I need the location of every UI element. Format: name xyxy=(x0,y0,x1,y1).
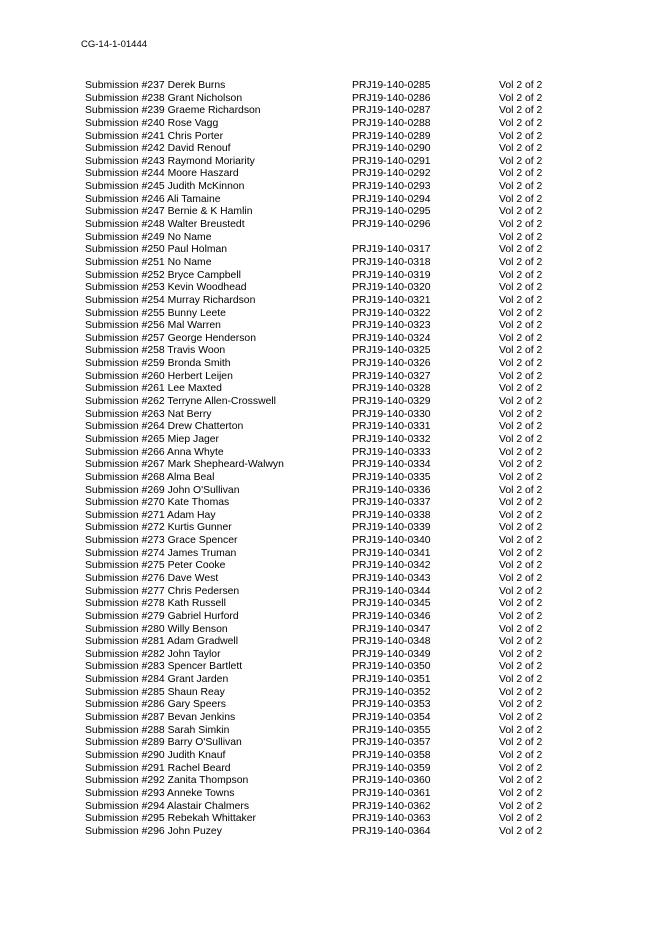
project-reference: PRJ19-140-0333 xyxy=(352,446,431,458)
project-reference: PRJ19-140-0317 xyxy=(352,244,431,256)
submission-name: Submission #265 Miep Jager xyxy=(85,433,219,445)
volume-label: Vol 2 of 2 xyxy=(499,509,543,521)
volume-label: Vol 2 of 2 xyxy=(499,471,543,483)
volume-label: Vol 2 of 2 xyxy=(499,231,543,243)
project-reference: PRJ19-140-0332 xyxy=(352,433,431,445)
volume-label: Vol 2 of 2 xyxy=(499,610,543,622)
volume-label: Vol 2 of 2 xyxy=(499,294,543,306)
submission-name: Submission #290 Judith Knauf xyxy=(85,749,226,761)
volume-label: Vol 2 of 2 xyxy=(499,699,543,711)
submission-name: Submission #269 John O'Sullivan xyxy=(85,484,240,496)
project-reference: PRJ19-140-0336 xyxy=(352,484,431,496)
volume-label: Vol 2 of 2 xyxy=(499,421,543,433)
submission-row xyxy=(85,194,565,207)
submission-row xyxy=(85,156,565,169)
volume-label: Vol 2 of 2 xyxy=(499,181,543,193)
submission-name: Submission #253 Kevin Woodhead xyxy=(85,282,247,294)
submission-row xyxy=(85,649,565,662)
volume-label: Vol 2 of 2 xyxy=(499,446,543,458)
submission-name: Submission #261 Lee Maxted xyxy=(85,383,222,395)
submission-row xyxy=(85,244,565,257)
submission-name: Submission #277 Chris Pedersen xyxy=(85,585,240,597)
submission-row xyxy=(85,219,565,232)
submission-list xyxy=(85,80,565,838)
submission-name: Submission #252 Bryce Campbell xyxy=(85,269,241,281)
submission-name: Submission #237 Derek Burns xyxy=(85,80,226,91)
submission-row xyxy=(85,447,565,460)
project-reference: PRJ19-140-0320 xyxy=(352,282,431,294)
volume-label: Vol 2 of 2 xyxy=(499,737,543,749)
project-reference: PRJ19-140-0318 xyxy=(352,256,431,268)
volume-label: Vol 2 of 2 xyxy=(499,105,543,117)
document-id: CG-14-1-01444 xyxy=(81,39,148,50)
submission-row xyxy=(85,573,565,586)
project-reference: PRJ19-140-0357 xyxy=(352,737,431,749)
project-reference: PRJ19-140-0294 xyxy=(352,193,431,205)
submission-name: Submission #267 Mark Shepheard-Walwyn xyxy=(85,459,284,471)
volume-label: Vol 2 of 2 xyxy=(499,433,543,445)
volume-label: Vol 2 of 2 xyxy=(499,560,543,572)
project-reference: PRJ19-140-0337 xyxy=(352,497,431,509)
submission-name: Submission #266 Anna Whyte xyxy=(85,446,224,458)
submission-row xyxy=(85,548,565,561)
volume-label: Vol 2 of 2 xyxy=(499,320,543,332)
submission-row xyxy=(85,295,565,308)
submission-row xyxy=(85,826,565,839)
project-reference: PRJ19-140-0360 xyxy=(352,775,431,787)
volume-label: Vol 2 of 2 xyxy=(499,661,543,673)
submission-row xyxy=(85,308,565,321)
submission-row xyxy=(85,687,565,700)
project-reference: PRJ19-140-0327 xyxy=(352,370,431,382)
project-reference: PRJ19-140-0330 xyxy=(352,408,431,420)
submission-row xyxy=(85,750,565,763)
submission-row xyxy=(85,131,565,144)
submission-row xyxy=(85,320,565,333)
submission-name: Submission #293 Anneke Towns xyxy=(85,787,235,799)
submission-row xyxy=(85,181,565,194)
submission-row xyxy=(85,105,565,118)
project-reference: PRJ19-140-0335 xyxy=(352,471,431,483)
volume-label: Vol 2 of 2 xyxy=(499,130,543,142)
submission-row xyxy=(85,118,565,131)
project-reference: PRJ19-140-0355 xyxy=(352,724,431,736)
submission-row xyxy=(85,421,565,434)
submission-name: Submission #292 Zanita Thompson xyxy=(85,775,249,787)
submission-row xyxy=(85,371,565,384)
submission-name: Submission #294 Alastair Chalmers xyxy=(85,800,250,812)
volume-label: Vol 2 of 2 xyxy=(499,383,543,395)
project-reference: PRJ19-140-0342 xyxy=(352,560,431,572)
submission-name: Submission #271 Adam Hay xyxy=(85,509,216,521)
submission-name: Submission #282 John Taylor xyxy=(85,648,221,660)
submission-name: Submission #268 Alma Beal xyxy=(85,471,215,483)
submission-name: Submission #274 James Truman xyxy=(85,547,237,559)
submission-row xyxy=(85,510,565,523)
submission-name: Submission #270 Kate Thomas xyxy=(85,497,230,509)
submission-name: Submission #240 Rose Vagg xyxy=(85,117,219,129)
submission-name: Submission #280 Willy Benson xyxy=(85,623,228,635)
submission-name: Submission #286 Gary Speers xyxy=(85,699,226,711)
volume-label: Vol 2 of 2 xyxy=(499,623,543,635)
project-reference: PRJ19-140-0352 xyxy=(352,686,431,698)
submission-row xyxy=(85,775,565,788)
submission-row xyxy=(85,712,565,725)
submission-row xyxy=(85,522,565,535)
project-reference: PRJ19-140-0328 xyxy=(352,383,431,395)
project-reference: PRJ19-140-0289 xyxy=(352,130,431,142)
volume-label: Vol 2 of 2 xyxy=(499,800,543,812)
project-reference: PRJ19-140-0293 xyxy=(352,181,431,193)
submission-row xyxy=(85,93,565,106)
submission-row xyxy=(85,143,565,156)
submission-name: Submission #262 Terryne Allen-Crosswell xyxy=(85,396,276,408)
volume-label: Vol 2 of 2 xyxy=(499,219,543,231)
volume-label: Vol 2 of 2 xyxy=(499,332,543,344)
volume-label: Vol 2 of 2 xyxy=(499,117,543,129)
volume-label: Vol 2 of 2 xyxy=(499,396,543,408)
volume-label: Vol 2 of 2 xyxy=(499,244,543,256)
project-reference: PRJ19-140-0322 xyxy=(352,307,431,319)
volume-label: Vol 2 of 2 xyxy=(499,168,543,180)
submission-row xyxy=(85,813,565,826)
submission-row xyxy=(85,409,565,422)
submission-name: Submission #273 Grace Spencer xyxy=(85,535,238,547)
project-reference: PRJ19-140-0324 xyxy=(352,332,431,344)
project-reference: PRJ19-140-0358 xyxy=(352,749,431,761)
project-reference: PRJ19-140-0295 xyxy=(352,206,431,218)
submission-row xyxy=(85,257,565,270)
submission-name: Submission #275 Peter Cooke xyxy=(85,560,226,572)
volume-label: Vol 2 of 2 xyxy=(499,307,543,319)
volume-label: Vol 2 of 2 xyxy=(499,547,543,559)
submission-row xyxy=(85,801,565,814)
volume-label: Vol 2 of 2 xyxy=(499,762,543,774)
submission-name: Submission #283 Spencer Bartlett xyxy=(85,661,243,673)
submission-name: Submission #285 Shaun Reay xyxy=(85,686,225,698)
project-reference: PRJ19-140-0348 xyxy=(352,636,431,648)
project-reference: PRJ19-140-0340 xyxy=(352,535,431,547)
submission-row xyxy=(85,763,565,776)
volume-label: Vol 2 of 2 xyxy=(499,484,543,496)
volume-label: Vol 2 of 2 xyxy=(499,256,543,268)
project-reference: PRJ19-140-0351 xyxy=(352,674,431,686)
project-reference: PRJ19-140-0338 xyxy=(352,509,431,521)
volume-label: Vol 2 of 2 xyxy=(499,585,543,597)
submission-row xyxy=(85,383,565,396)
project-reference: PRJ19-140-0288 xyxy=(352,117,431,129)
submission-row xyxy=(85,396,565,409)
volume-label: Vol 2 of 2 xyxy=(499,408,543,420)
submission-row xyxy=(85,270,565,283)
volume-label: Vol 2 of 2 xyxy=(499,749,543,761)
submission-name: Submission #287 Bevan Jenkins xyxy=(85,712,236,724)
volume-label: Vol 2 of 2 xyxy=(499,636,543,648)
volume-label: Vol 2 of 2 xyxy=(499,459,543,471)
volume-label: Vol 2 of 2 xyxy=(499,724,543,736)
submission-row xyxy=(85,358,565,371)
submission-name: Submission #256 Mal Warren xyxy=(85,320,221,332)
project-reference: PRJ19-140-0361 xyxy=(352,787,431,799)
submission-name: Submission #249 No Name xyxy=(85,231,212,243)
submission-row xyxy=(85,168,565,181)
submission-name: Submission #258 Travis Woon xyxy=(85,345,226,357)
submission-name: Submission #281 Adam Gradwell xyxy=(85,636,239,648)
submission-name: Submission #251 No Name xyxy=(85,256,212,268)
project-reference: PRJ19-140-0346 xyxy=(352,610,431,622)
submission-row xyxy=(85,788,565,801)
submission-name: Submission #289 Barry O'Sullivan xyxy=(85,737,242,749)
submission-row xyxy=(85,232,565,245)
project-reference: PRJ19-140-0287 xyxy=(352,105,431,117)
submission-name: Submission #254 Murray Richardson xyxy=(85,294,256,306)
project-reference: PRJ19-140-0323 xyxy=(352,320,431,332)
submission-row xyxy=(85,497,565,510)
submission-row xyxy=(85,661,565,674)
submission-name: Submission #241 Chris Porter xyxy=(85,130,224,142)
submission-name: Submission #255 Bunny Leete xyxy=(85,307,226,319)
submission-name: Submission #278 Kath Russell xyxy=(85,598,226,610)
submission-name: Submission #242 David Renouf xyxy=(85,143,231,155)
project-reference: PRJ19-140-0334 xyxy=(352,459,431,471)
submission-row xyxy=(85,636,565,649)
submission-row xyxy=(85,674,565,687)
submission-name: Submission #243 Raymond Moriarity xyxy=(85,155,255,167)
submission-name: Submission #248 Walter Breustedt xyxy=(85,219,245,231)
volume-label: Vol 2 of 2 xyxy=(499,345,543,357)
volume-label: Vol 2 of 2 xyxy=(499,674,543,686)
submission-name: Submission #257 George Henderson xyxy=(85,332,256,344)
project-reference: PRJ19-140-0359 xyxy=(352,762,431,774)
volume-label: Vol 2 of 2 xyxy=(499,572,543,584)
volume-label: Vol 2 of 2 xyxy=(499,358,543,370)
volume-label: Vol 2 of 2 xyxy=(499,80,543,91)
submission-row xyxy=(85,535,565,548)
submission-name: Submission #245 Judith McKinnon xyxy=(85,181,245,193)
volume-label: Vol 2 of 2 xyxy=(499,269,543,281)
submission-row xyxy=(85,725,565,738)
submission-name: Submission #276 Dave West xyxy=(85,572,219,584)
submission-row xyxy=(85,345,565,358)
volume-label: Vol 2 of 2 xyxy=(499,497,543,509)
submission-name: Submission #238 Grant Nicholson xyxy=(85,92,243,104)
volume-label: Vol 2 of 2 xyxy=(499,648,543,660)
project-reference: PRJ19-140-0345 xyxy=(352,598,431,610)
volume-label: Vol 2 of 2 xyxy=(499,206,543,218)
submission-name: Submission #239 Graeme Richardson xyxy=(85,105,261,117)
project-reference: PRJ19-140-0321 xyxy=(352,294,431,306)
submission-name: Submission #279 Gabriel Hurford xyxy=(85,610,239,622)
submission-name: Submission #247 Bernie & K Hamlin xyxy=(85,206,253,218)
project-reference: PRJ19-140-0347 xyxy=(352,623,431,635)
submission-name: Submission #272 Kurtis Gunner xyxy=(85,522,232,534)
project-reference: PRJ19-140-0363 xyxy=(352,813,431,825)
submission-name: Submission #246 Ali Tamaine xyxy=(85,193,221,205)
volume-label: Vol 2 of 2 xyxy=(499,522,543,534)
project-reference: PRJ19-140-0350 xyxy=(352,661,431,673)
submission-row xyxy=(85,206,565,219)
volume-label: Vol 2 of 2 xyxy=(499,370,543,382)
project-reference: PRJ19-140-0325 xyxy=(352,345,431,357)
project-reference: PRJ19-140-0285 xyxy=(352,80,431,91)
submission-name: Submission #259 Bronda Smith xyxy=(85,358,231,370)
submission-name: Submission #284 Grant Jarden xyxy=(85,674,229,686)
volume-label: Vol 2 of 2 xyxy=(499,775,543,787)
submission-row xyxy=(85,624,565,637)
volume-label: Vol 2 of 2 xyxy=(499,535,543,547)
project-reference: PRJ19-140-0296 xyxy=(352,219,431,231)
project-reference: PRJ19-140-0286 xyxy=(352,92,431,104)
volume-label: Vol 2 of 2 xyxy=(499,598,543,610)
volume-label: Vol 2 of 2 xyxy=(499,787,543,799)
project-reference: PRJ19-140-0343 xyxy=(352,572,431,584)
submission-row xyxy=(85,737,565,750)
submission-name: Submission #244 Moore Haszard xyxy=(85,168,239,180)
project-reference: PRJ19-140-0329 xyxy=(352,396,431,408)
submission-row xyxy=(85,560,565,573)
project-reference: PRJ19-140-0331 xyxy=(352,421,431,433)
project-reference: PRJ19-140-0291 xyxy=(352,155,431,167)
submission-name: Submission #288 Sarah Simkin xyxy=(85,724,230,736)
project-reference: PRJ19-140-0349 xyxy=(352,648,431,660)
volume-label: Vol 2 of 2 xyxy=(499,282,543,294)
submission-row xyxy=(85,282,565,295)
volume-label: Vol 2 of 2 xyxy=(499,155,543,167)
submission-row xyxy=(85,333,565,346)
submission-row xyxy=(85,586,565,599)
project-reference: PRJ19-140-0354 xyxy=(352,712,431,724)
submission-row xyxy=(85,472,565,485)
submission-row xyxy=(85,598,565,611)
volume-label: Vol 2 of 2 xyxy=(499,92,543,104)
volume-label: Vol 2 of 2 xyxy=(499,143,543,155)
submission-name: Submission #264 Drew Chatterton xyxy=(85,421,244,433)
project-reference: PRJ19-140-0319 xyxy=(352,269,431,281)
submission-name: Submission #296 John Puzey xyxy=(85,825,222,837)
project-reference: PRJ19-140-0364 xyxy=(352,825,431,837)
submission-row xyxy=(85,80,565,93)
volume-label: Vol 2 of 2 xyxy=(499,813,543,825)
volume-label: Vol 2 of 2 xyxy=(499,825,543,837)
project-reference: PRJ19-140-0326 xyxy=(352,358,431,370)
project-reference: PRJ19-140-0353 xyxy=(352,699,431,711)
submission-name: Submission #263 Nat Berry xyxy=(85,408,212,420)
submission-row xyxy=(85,434,565,447)
project-reference: PRJ19-140-0292 xyxy=(352,168,431,180)
volume-label: Vol 2 of 2 xyxy=(499,712,543,724)
submission-row xyxy=(85,485,565,498)
submission-row xyxy=(85,699,565,712)
project-reference: PRJ19-140-0362 xyxy=(352,800,431,812)
submission-row xyxy=(85,611,565,624)
submission-name: Submission #295 Rebekah Whittaker xyxy=(85,813,256,825)
project-reference: PRJ19-140-0341 xyxy=(352,547,431,559)
submission-name: Submission #260 Herbert Leijen xyxy=(85,370,233,382)
submission-name: Submission #250 Paul Holman xyxy=(85,244,228,256)
project-reference: PRJ19-140-0339 xyxy=(352,522,431,534)
submission-row xyxy=(85,459,565,472)
submission-name: Submission #291 Rachel Beard xyxy=(85,762,231,774)
volume-label: Vol 2 of 2 xyxy=(499,193,543,205)
project-reference: PRJ19-140-0344 xyxy=(352,585,431,597)
project-reference: PRJ19-140-0290 xyxy=(352,143,431,155)
volume-label: Vol 2 of 2 xyxy=(499,686,543,698)
